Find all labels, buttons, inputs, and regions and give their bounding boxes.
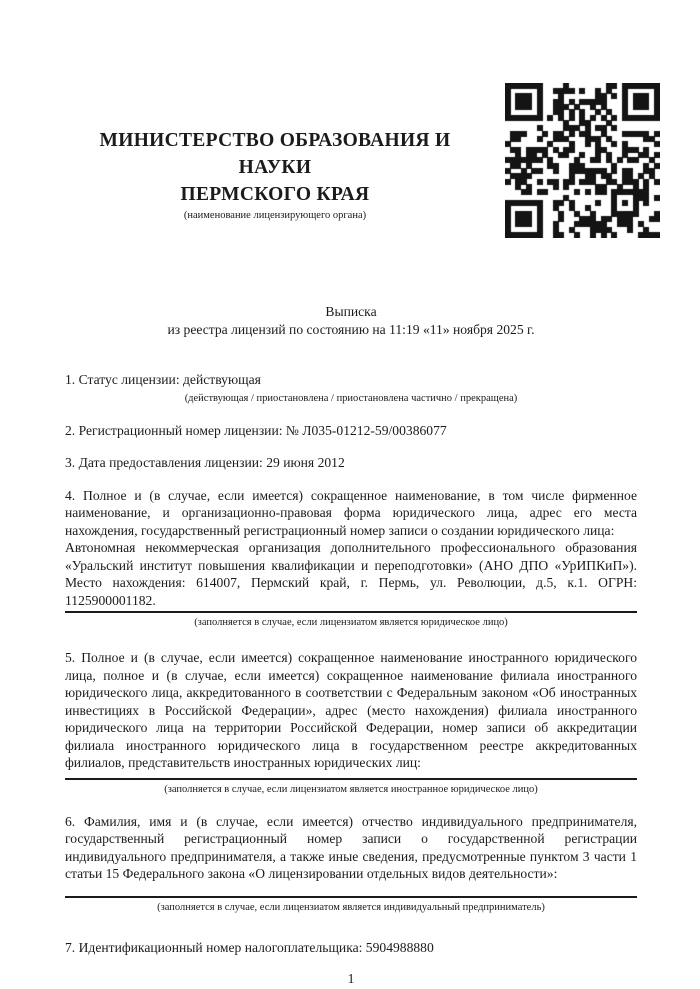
legal-entity-value: Автономная некоммерческая организация дополнительного профессионального образования «Уральский институт повышения квалификации и переподготовки» (АНО ДПО «УрИПКиП»). Место нахождения: 614007, Пермский край, г. Пермь, ул. Революции, д.5, к.1. ОГРН: 1125900001182. [65, 540, 637, 608]
licensing-authority-block [63, 127, 487, 222]
document-title-line2: из реестра лицензий по состоянию на 11:19 «11» ноября 2025 г. [167, 321, 535, 337]
document-title [65, 303, 637, 338]
document-title-line1: Выписка [325, 304, 377, 319]
item-grant-date [65, 454, 637, 472]
license-status-caption: (действующая / приостановлена / приостановлена частично / прекращена) [184, 392, 518, 404]
item-taxpayer-number [65, 939, 637, 957]
item-registration-number [65, 422, 637, 440]
foreign-entity-caption: (заполняется в случае, если лицензиатом является иностранное юридическое лицо) [164, 783, 538, 795]
individual-entrepreneur-label: 6. Фамилия, имя и (в случае, если имеется) отчество индивидуального предпринимателя, государственный регистрационный номер записи о государственной регистрации индивидуального предпринимателя, а также иные сведения, предусмотренные пунктом 3 части 1 статьи 15 Федерального закона «О лицензировании отдельных видов деятельности»: [65, 813, 637, 881]
ministry-name-line1: МИНИСТЕРСТВО ОБРАЗОВАНИЯ И НАУКИ [99, 130, 451, 178]
document-body [65, 303, 637, 988]
item-individual-entrepreneur [65, 813, 637, 914]
license-status-text: 1. Статус лицензии: действующая [65, 372, 261, 387]
item-license-status [65, 371, 637, 405]
ministry-name-line2: ПЕРМСКОГО КРАЯ [180, 184, 370, 205]
grant-date-text: 3. Дата предоставления лицензии: 29 июня 2012 [65, 455, 345, 470]
legal-entity-caption: (заполняется в случае, если лицензиатом является юридическое лицо) [194, 617, 508, 628]
foreign-entity-label: 5. Полное и (в случае, если имеется) сокращенное наименование иностранного юридического лица, полное и (в случае, если имеется) сокращенное наименование филиала иностранного юридического лица, аккредитованного в соответствии с Федеральным законом «Об иностранных инвестициях в Российской Федерации», адрес (место нахождения) филиала иностранного юридического лица на территории Российской Федерации, номер записи об аккредитации филиала иностранного юридического лица в государственном реестре аккредитованных филиалов, представительств иностранных юридических лиц: [65, 650, 637, 770]
ministry-caption: (наименование лицензирующего органа) [183, 210, 367, 221]
page-number: 1 [347, 971, 355, 986]
legal-entity-label: 4. Полное и (в случае, если имеется) сокращенное наименование, в том числе фирменное наименование, и организационно-правовая форма юридического лица, адрес его места нахождения, государственный регистрационный номер записи о создании юридического лица: [65, 487, 637, 538]
item-legal-entity [65, 487, 637, 630]
taxpayer-number-text: 7. Идентификационный номер налогоплательщика: 5904988880 [65, 939, 434, 955]
individual-entrepreneur-caption: (заполняется в случае, если лицензиатом является индивидуальный предприниматель) [157, 901, 545, 913]
foreign-entity-underline [65, 778, 637, 780]
individual-entrepreneur-underline [65, 896, 637, 898]
qr-code-icon [505, 83, 660, 238]
legal-entity-underline [65, 611, 637, 613]
item-foreign-entity [65, 649, 637, 796]
registration-number-text: 2. Регистрационный номер лицензии: № Л035-01212-59/00386077 [65, 422, 447, 438]
